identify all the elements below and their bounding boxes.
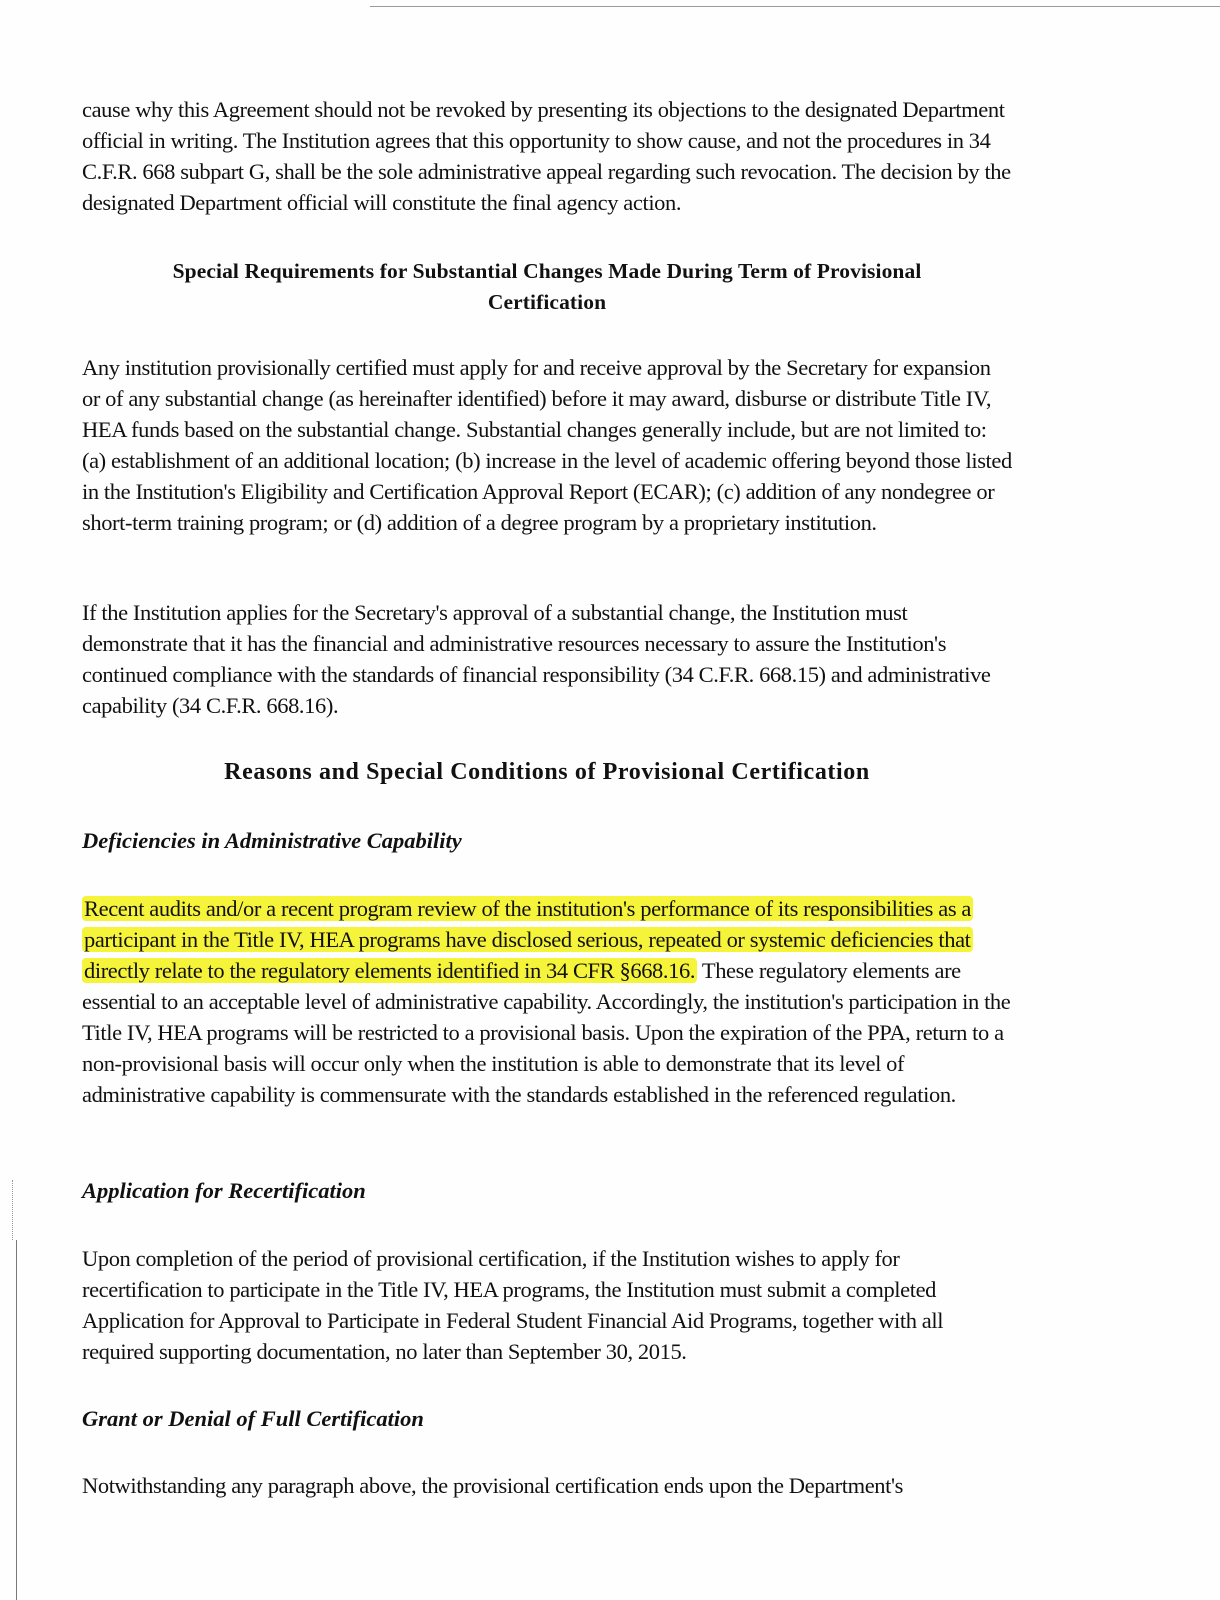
heading-special-requirements-line1: Special Requirements for Substantial Changes Made During Term of Provisional bbox=[172, 259, 922, 283]
highlighted-text: Recent audits and/or a recent program review of the institution's performance of its responsibilities as a participant in the Title IV, HEA programs have disclosed serious, repeated or systemic deficiencies that directly relate to the regulatory elements identified in 34 CFR §668.16. bbox=[84, 896, 972, 983]
paragraph-deficiencies bbox=[82, 893, 1012, 1110]
paragraph-recertification: Upon completion of the period of provisional certification, if the Institution wishes to apply for recertification to participate in the Title IV, HEA programs, the Institution must submit a completed Application for Approval to Participate in Federal Student Financial Aid Programs, together with all required supporting documentation, no later than September 30, 2015. bbox=[82, 1246, 944, 1364]
subhead-recertification: Application for Recertification bbox=[82, 1178, 366, 1203]
subhead-deficiencies: Deficiencies in Administrative Capability bbox=[82, 828, 462, 853]
paragraph-substantial-changes: Any institution provisionally certified must apply for and receive approval by the Secretary for expansion or of any substantial change (as hereinafter identified) before it may award, disburse or distribute Title IV, HEA funds based on the substantial change. Substantial changes generally include, but are not limited to: (a) establishment of an additional location; (b) increase in the level of academic offering beyond those listed in the Institution's Eligibility and Certification Approval Report (ECAR); (c) addition of any nondegree or short-term training program; or (d) addition of a degree program by a proprietary institution. bbox=[82, 355, 1012, 535]
scan-artifact-edge bbox=[16, 1240, 17, 1600]
paragraph-notwithstanding: Notwithstanding any paragraph above, the provisional certification ends upon the Department's bbox=[82, 1473, 903, 1498]
paragraph-intro: cause why this Agreement should not be revoked by presenting its objections to the designated Department official in writing. The Institution agrees that this opportunity to show cause, and not the procedures in 34 C.F.R. 668 subpart G, shall be the sole administrative appeal regarding such revocation. The decision by the designated Department official will constitute the final agency action. bbox=[82, 97, 1011, 215]
paragraph-deficiencies-rest: These regulatory elements are essential to an acceptable level of administrative capability. Accordingly, the institution's participation in the Title IV, HEA programs will be restricted to a provisional basis. Upon the expiration of the PPA, return to a non-provisional basis will occur only when the institution is able to demonstrate that its level of administrative capability is commensurate with the standards established in the referenced regulation. bbox=[82, 958, 1011, 1107]
heading-special-requirements-line2: Certification bbox=[487, 290, 607, 314]
scan-artifact-line bbox=[370, 6, 1220, 7]
heading-reasons: Reasons and Special Conditions of Provisional Certification bbox=[224, 759, 870, 785]
heading-special-requirements bbox=[82, 256, 1012, 318]
paragraph-secretary-approval: If the Institution applies for the Secretary's approval of a substantial change, the Institution must demonstrate that it has the financial and administrative resources necessary to assure the Institution's continued compliance with the standards of financial responsibility (34 C.F.R. 668.15) and administrative capability (34 C.F.R. 668.16). bbox=[82, 600, 991, 718]
scan-artifact-dots bbox=[12, 1180, 14, 1240]
subhead-grant-denial: Grant or Denial of Full Certification bbox=[82, 1406, 424, 1431]
